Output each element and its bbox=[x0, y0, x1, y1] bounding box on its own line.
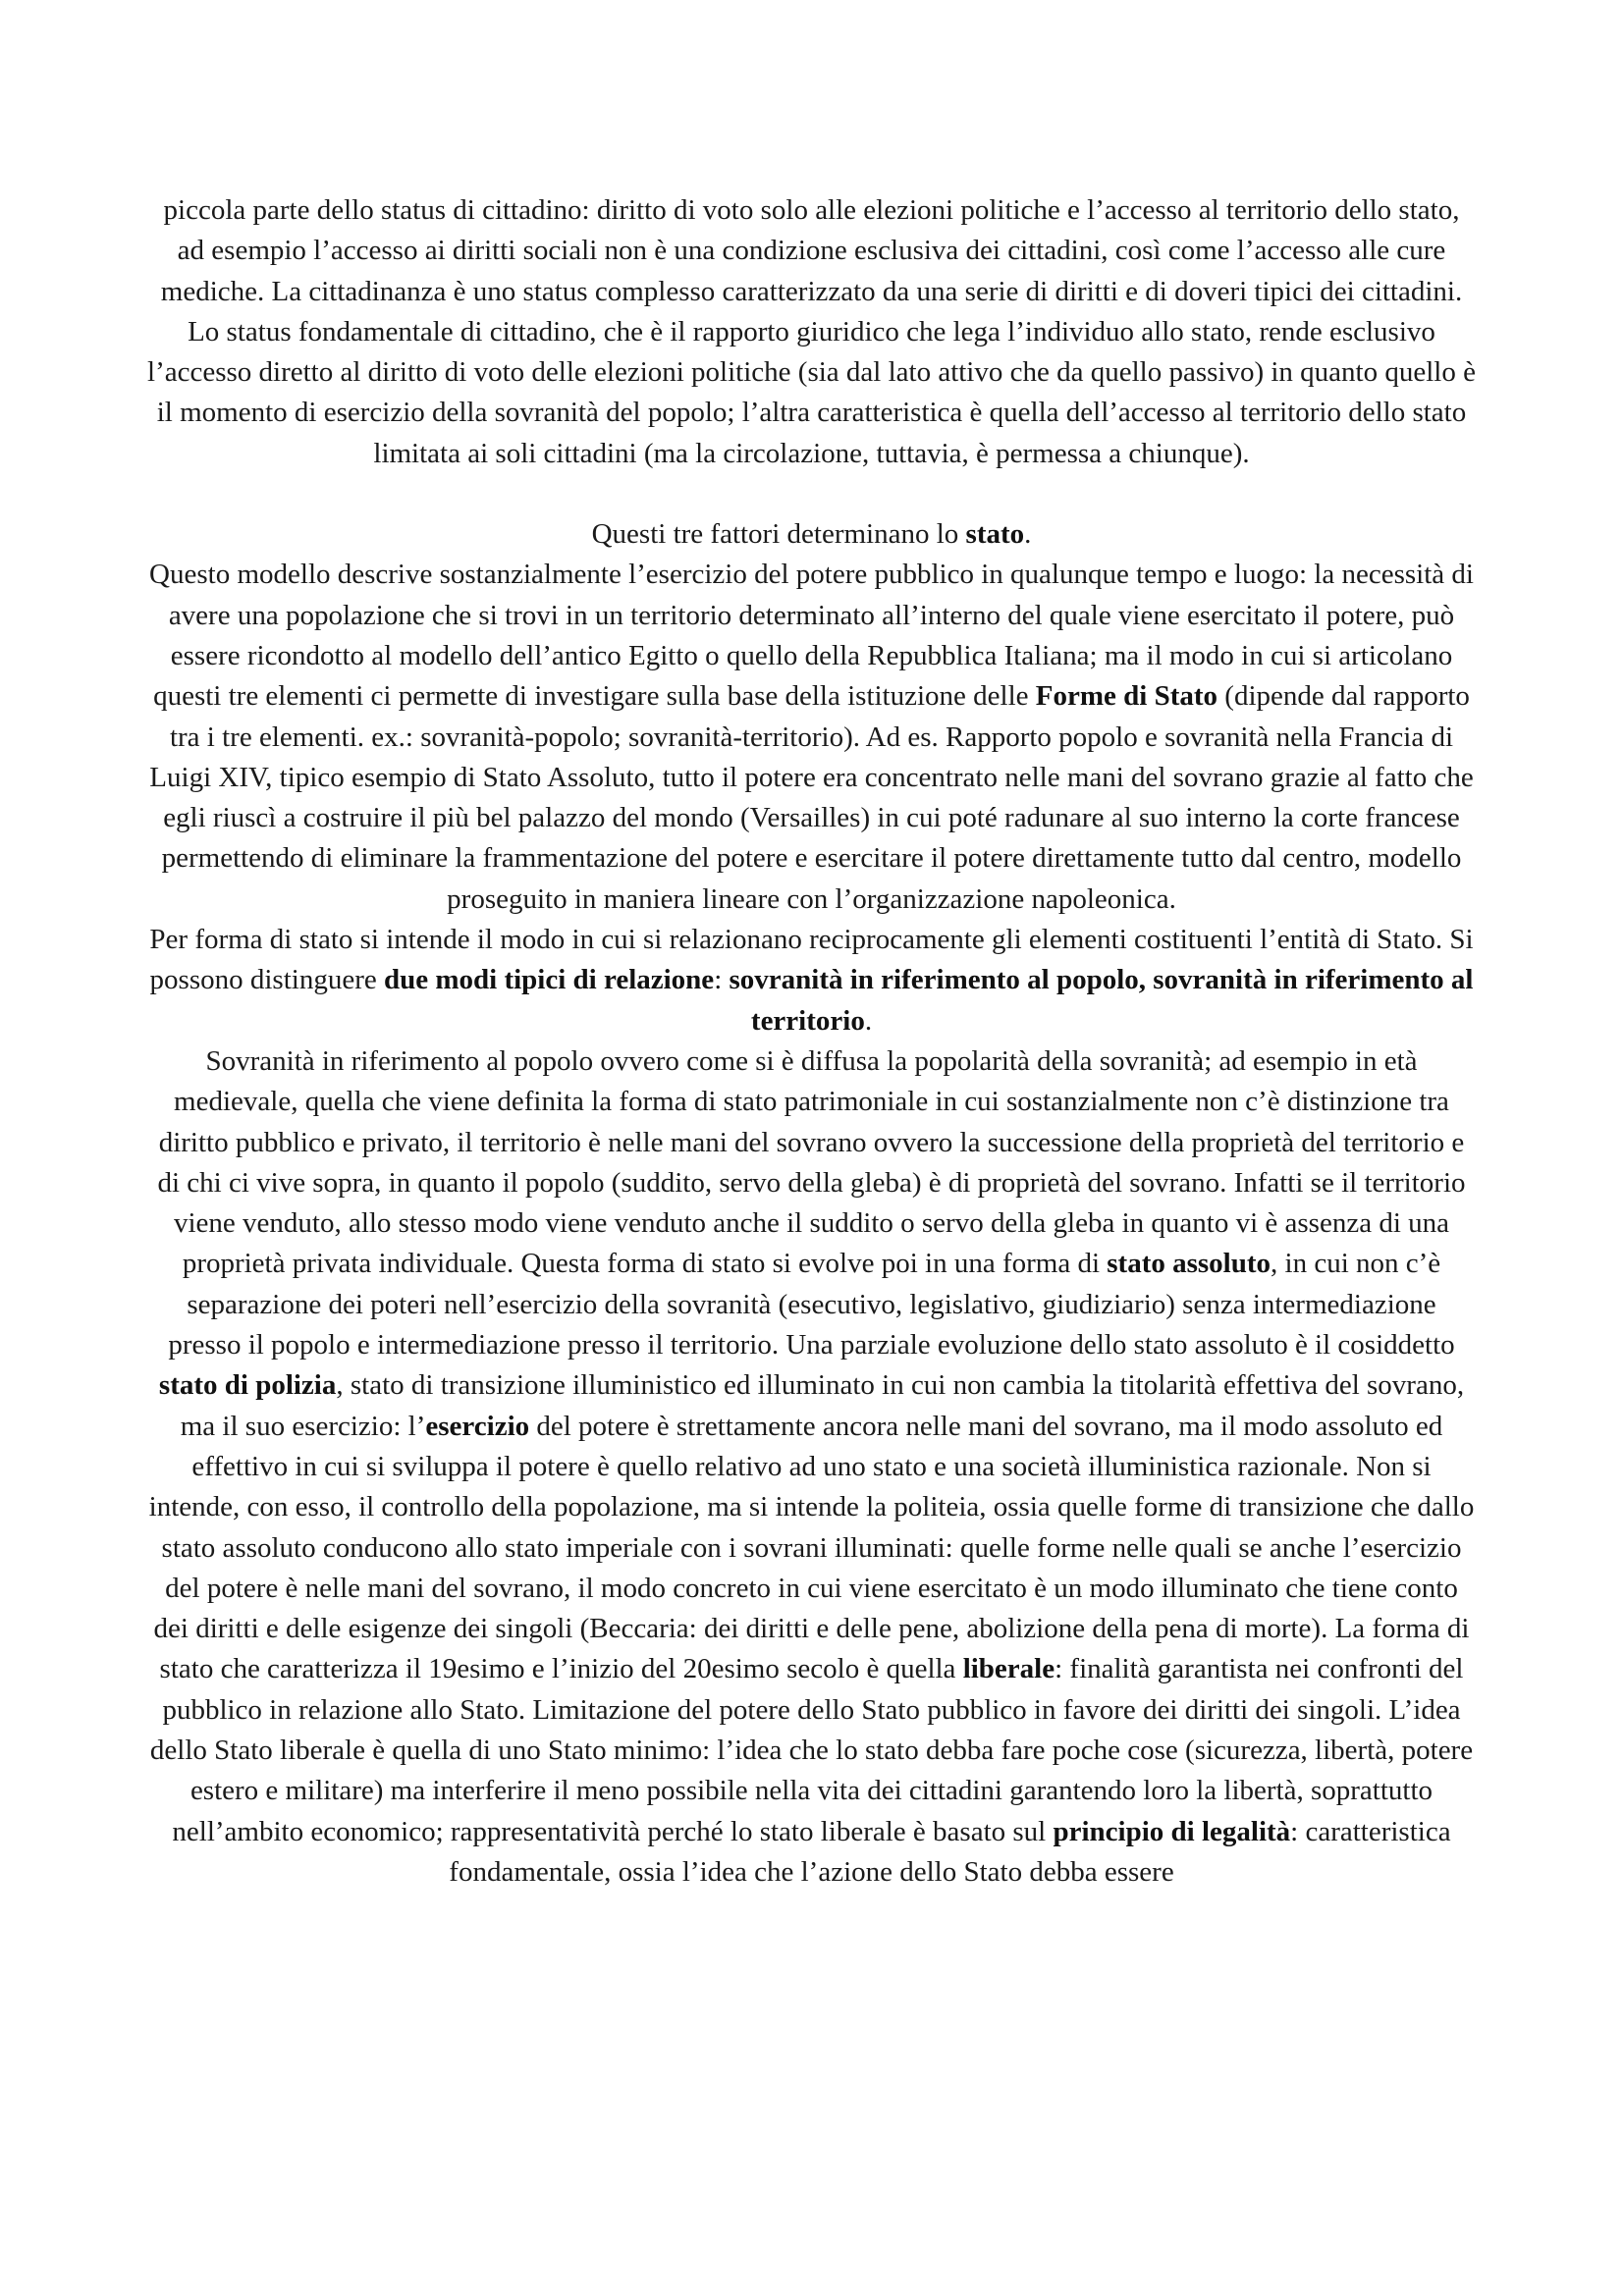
text-run: Questo modello descrive sostanzialmente l’esercizio del potere pubblico in qualunque tempo e luogo: la necessità di avere una popolazione che si trovi in un territorio determinato all’interno del quale viene esercitato il potere, può essere ricondotto al modello dell’antico Egitto o quello della Repubblica Italiana; ma il modo in cui si articolano questi tre elementi ci permette di investigare sulla base della istituzione delle bbox=[149, 559, 1474, 713]
paragraph-three-factors bbox=[147, 514, 1476, 555]
bold-term-forme-di-stato: Forme di Stato bbox=[1035, 680, 1218, 713]
bold-term-stato-di-polizia: stato di polizia bbox=[158, 1369, 337, 1402]
document-page bbox=[147, 190, 1476, 1893]
text-run: . bbox=[1024, 518, 1032, 551]
text-run: Questi tre fattori determinano lo bbox=[591, 518, 966, 551]
text-run: : finalità garantista nei confronti del pubblico in relazione allo Stato. Limitazione del potere dello Stato pubblico in favore dei diritti dei singoli. L’idea dello Stato liberale è quella di uno Stato minimo: l’idea che lo stato debba fare poche cose (sicurezza, libertà, potere estero e militare) ma interferire il meno possibile nella vita dei cittadini garantendo loro la libertà, soprattutto nell’ambito economico; rappresentatività perché lo stato liberale è basato sul bbox=[149, 1653, 1474, 1847]
bold-term-stato: stato bbox=[965, 518, 1025, 551]
bold-term-principio-di-legalita: principio di legalità bbox=[1053, 1815, 1291, 1847]
paragraph-model bbox=[147, 555, 1476, 920]
text-run: Per forma di stato si intende il modo in cui si relazionano reciprocamente gli elementi costituenti l’entità di Stato. Si possono distinguere bbox=[149, 924, 1474, 996]
text-run: Sovranità in riferimento al popolo ovvero come si è diffusa la popolarità della sovranità; ad esempio in età medievale, quella che viene definita la forma di stato patrimoniale in cui sostanzialmente non c’è distinzione tra diritto pubblico e privato, il territorio è nelle mani del sovrano ovvero la successione della proprietà del territorio e di chi ci vive sopra, in quanto il popolo (suddito, servo della gleba) è di proprietà del sovrano. Infatti se il territorio viene venduto, allo stesso modo viene venduto anche il suddito o servo della gleba in quanto vi è assenza di una proprietà privata individuale. Questa forma di stato si evolve poi in una forma di bbox=[157, 1044, 1466, 1280]
bold-term-due-modi: due modi tipici di relazione bbox=[383, 964, 715, 996]
paragraph-spacer bbox=[147, 474, 1476, 514]
paragraph-sovereignty bbox=[147, 1041, 1476, 1893]
paragraph-citizenship-text: piccola parte dello status di cittadino: diritto di voto solo alle elezioni politiche e l’accesso al territorio dello stato, ad esempio l’accesso ai diritti sociali non è una condizione esclusiva dei cittadini, così come l’accesso alle cure mediche. La cittadinanza è uno status complesso caratterizzato da una serie di diritti e di doveri tipici dei cittadini. Lo status fondamentale di cittadino, che è il rapporto giuridico che lega l’individuo allo stato, rende esclusivo l’accesso diretto al diritto di voto delle elezioni politiche (sia dal lato attivo che da quello passivo) in quanto quello è il momento di esercizio della sovranità del popolo; l’altra caratteristica è quella dell’accesso al territorio dello stato limitata ai soli cittadini (ma la circolazione, tuttavia, è permessa a chiunque). bbox=[147, 194, 1476, 469]
bold-term-liberale: liberale bbox=[962, 1653, 1055, 1685]
text-run: (dipende dal rapporto tra i tre elementi. ex.: sovranità-popolo; sovranità-territorio). Ad es. Rapporto popolo e sovranità nella Francia di Luigi XIV, tipico esempio di Stato Assoluto, tutto il potere era concentrato nelle mani del sovrano grazie al fatto che egli riuscì a costruire il più bel palazzo del mondo (Versailles) in cui poté radunare al suo interno la corte francese permettendo di eliminare la frammentazione del potere e esercitare il potere direttamente tutto dal centro, modello proseguito in maniera lineare con l’organizzazione napoleonica. bbox=[149, 680, 1474, 915]
text-run: : bbox=[714, 964, 730, 996]
text-run: , stato di transizione illuministico ed illuminato in cui non cambia la titolarità effettiva del sovrano, ma il suo esercizio: l’ bbox=[180, 1369, 1465, 1442]
text-run: . bbox=[864, 1004, 873, 1037]
text-run: : caratteristica fondamentale, ossia l’idea che l’azione dello Stato debba essere bbox=[449, 1815, 1451, 1888]
bold-term-stato-assoluto: stato assoluto bbox=[1107, 1248, 1271, 1280]
paragraph-form-of-state bbox=[147, 920, 1476, 1041]
paragraph-citizenship bbox=[147, 190, 1476, 474]
bold-term-sovranita: sovranità in riferimento al popolo, sovranità in riferimento al territorio bbox=[729, 964, 1474, 1037]
text-run: , in cui non c’è separazione dei poteri nell’esercizio della sovranità (esecutivo, legislativo, giudiziario) senza intermediazione presso il popolo e intermediazione presso il territorio. Una parziale evoluzione dello stato assoluto è il cosiddetto bbox=[168, 1248, 1455, 1362]
bold-term-esercizio: esercizio bbox=[425, 1410, 530, 1442]
text-run: del potere è strettamente ancora nelle mani del sovrano, ma il modo assoluto ed effettivo in cui si sviluppa il potere è quello relativo ad uno stato e una società illuministica razionale. Non si intende, con esso, il controllo della popolazione, ma si intende la politeia, ossia quelle forme di transizione che dallo stato assoluto conducono allo stato imperiale con i sovrani illuminati: quelle forme nelle quali se anche l’esercizio del potere è nelle mani del sovrano, il modo concreto in cui viene esercitato è un modo illuminato che tiene conto dei diritti e delle esigenze dei singoli (Beccaria: dei diritti e delle pene, abolizione della pena di morte). La forma di stato che caratterizza il 19esimo e l’inizio del 20esimo secolo è quella bbox=[148, 1410, 1475, 1685]
